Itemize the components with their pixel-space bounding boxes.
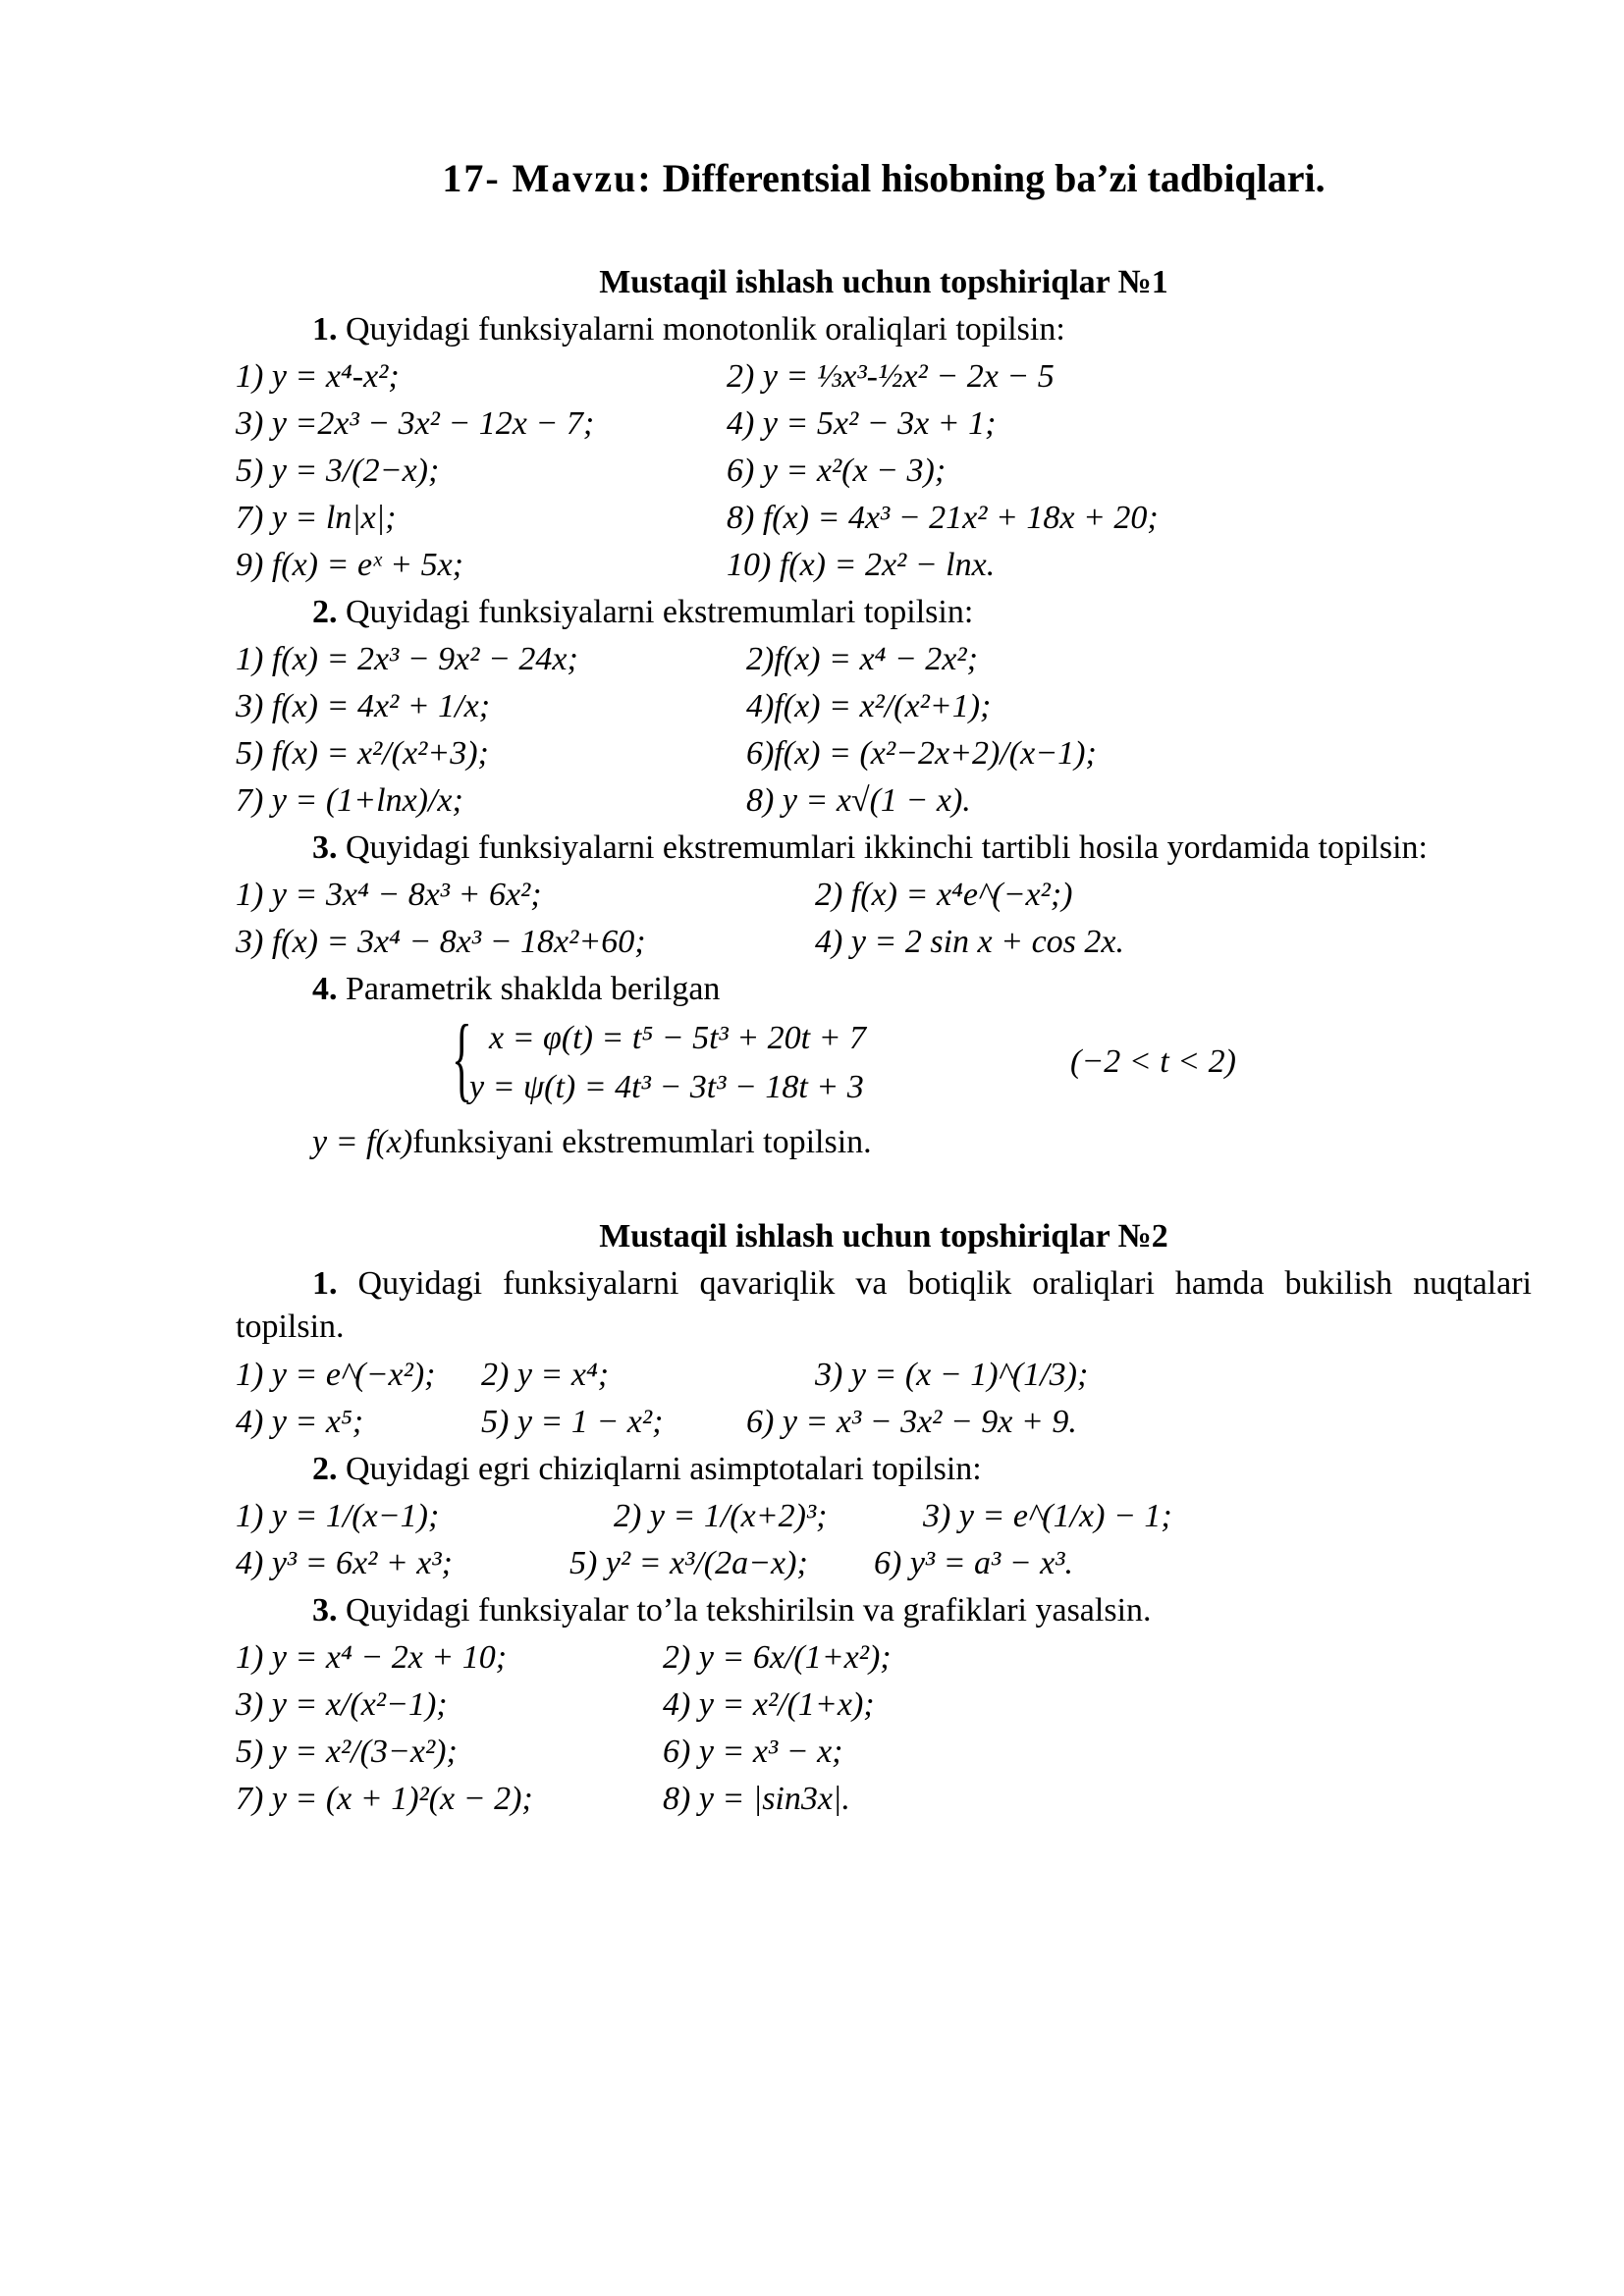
exercise-item: 8) y = x√(1 − x). (746, 782, 971, 819)
exercise-item: 3) y =2x³ − 3x² − 12x − 7; (236, 405, 595, 442)
exercise-item: 6) y = x²(x − 3); (727, 453, 947, 489)
exercise-item: 2) y = 6x/(1+x²); (663, 1638, 892, 1676)
task-text: funksiyani ekstremumlari topilsin. (412, 1124, 872, 1161)
page-title (236, 147, 1532, 261)
brace-icon: { (452, 1005, 472, 1111)
exercise-item: 6)f(x) = (x²−2x+2)/(x−1); (746, 735, 1097, 772)
task-1-3 (236, 827, 1532, 870)
exercise-item: 1) y = x⁴ − 2x + 10; (236, 1638, 508, 1676)
exercise-item: 3) y = x/(x²−1); (236, 1685, 448, 1723)
exercise-item: 4) y = x²/(1+x); (663, 1685, 875, 1723)
exercise-item: 4) y = 5x² − 3x + 1; (727, 405, 997, 442)
exercise-item: 5) y = 1 − x²; (481, 1403, 664, 1440)
exercise-item: 2) y = 1/(x+2)³; (614, 1497, 828, 1534)
exercise-item: 2)f(x) = x⁴ − 2x²; (746, 641, 978, 677)
exercise-item: 6) y = x³ − x; (663, 1733, 843, 1770)
parametric-system (236, 1005, 1532, 1121)
task-text: Quyidagi funksiyalarni ekstremumlari topilsin: (337, 594, 974, 630)
exercise-item: 9) f(x) = eˣ + 5x; (236, 547, 463, 583)
task-number: 2. (312, 594, 338, 630)
exercise-item: 2) f(x) = x⁴e^(−x²;) (815, 877, 1073, 914)
exercise-item: 3) f(x) = 3x⁴ − 8x³ − 18x²+60; (236, 924, 646, 961)
exercise-item: 3) y = e^(1/x) − 1; (923, 1497, 1172, 1534)
exercise-item: 10) f(x) = 2x² − lnx. (727, 547, 996, 583)
task-2-1 (236, 1262, 1532, 1349)
spacer (236, 1168, 1532, 1215)
section-heading-1: Mustaqil ishlash uchun topshiriqlar №1 (599, 264, 1168, 300)
task-1-4 (236, 968, 1532, 1015)
exercise-item: 7) y = (x + 1)²(x − 2); (236, 1780, 533, 1817)
exercise-item: 8) y = |sin3x|. (663, 1780, 850, 1817)
exercise-item: 2) y = x⁴; (481, 1356, 610, 1393)
task-1-4-tail (236, 1121, 1532, 1168)
exercise-item: 1) y = x⁴-x²; (236, 358, 400, 395)
task-number: 4. (312, 971, 338, 1008)
exercise-item: 1) y = 3x⁴ − 8x³ + 6x²; (236, 877, 542, 914)
exercise-item: 5) y = x²/(3−x²); (236, 1733, 458, 1770)
task-text: Quyidagi funksiyalarni qavariqlik va botiqlik oraliqlari hamda bukilish nuqtalari topilsin. (236, 1265, 1532, 1346)
task-text: Quyidagi funksiyalarni ekstremumlari ikkinchi tartibli hosila yordamida topilsin: (337, 829, 1428, 866)
exercise-item: 1) y = 1/(x−1); (236, 1497, 440, 1534)
task-number: 3. (312, 829, 338, 866)
document-page (236, 147, 1532, 1825)
exercise-item: 4) y³ = 6x² + x³; (236, 1544, 453, 1581)
task-number: 2. (312, 1450, 338, 1487)
equation-x: x = φ(t) = t⁵ − 5t³ + 20t + 7 (489, 1020, 867, 1057)
exercise-item: 5) y = 3/(2−x); (236, 453, 440, 489)
task-number: 1. (312, 311, 338, 347)
exercise-item: 3) f(x) = 4x² + 1/x; (236, 688, 491, 724)
exercise-item: 5) f(x) = x²/(x²+3); (236, 735, 489, 772)
section-heading-2: Mustaqil ishlash uchun topshiriqlar №2 (599, 1218, 1168, 1255)
exercise-item: 7) y = ln|x|; (236, 500, 397, 536)
task-number: 1. (312, 1265, 338, 1303)
function-notation: y = f(x) (312, 1124, 413, 1161)
exercise-item: 1) y = e^(−x²); (236, 1356, 436, 1393)
exercise-item: 1) f(x) = 2x³ − 9x² − 24x; (236, 641, 578, 677)
task-2-2 (236, 1448, 1532, 1495)
exercise-item: 7) y = (1+lnx)/x; (236, 782, 463, 819)
exercise-item: 8) f(x) = 4x³ − 21x² + 18x + 20; (727, 500, 1159, 536)
exercise-item: 2) y = ⅓x³-½x² − 2x − 5 (727, 358, 1055, 395)
parameter-range: (−2 < t < 2) (1070, 1043, 1236, 1081)
exercise-item: 3) y = (x − 1)^(1/3); (815, 1356, 1089, 1393)
exercise-item: 5) y² = x³/(2a−x); (569, 1544, 808, 1581)
exercise-item: 6) y³ = a³ − x³. (874, 1544, 1073, 1581)
task-text: Quyidagi funksiyalar to’la tekshirilsin va grafiklari yasalsin. (337, 1591, 1152, 1629)
task-text: Parametrik shaklda berilgan (337, 971, 721, 1008)
topic-title: Differentsial hisobning ba’zi tadbiqlari. (662, 156, 1326, 200)
task-1-2 (236, 591, 1532, 638)
task-text: Quyidagi funksiyalarni monotonlik oraliqlari topilsin: (337, 311, 1065, 347)
exercise-item: 4)f(x) = x²/(x²+1); (746, 688, 992, 724)
exercise-item: 4) y = x⁵; (236, 1403, 364, 1440)
task-number: 3. (312, 1591, 338, 1629)
task-2-3 (236, 1589, 1532, 1636)
task-1-1 (236, 308, 1532, 355)
task-text: Quyidagi egri chiziqlarni asimptotalari topilsin: (337, 1450, 982, 1487)
topic-number: 17- Mavzu: (442, 156, 653, 200)
exercise-item: 4) y = 2 sin x + cos 2x. (815, 924, 1124, 961)
equation-y: y = ψ(t) = 4t³ − 3t³ − 18t + 3 (469, 1069, 864, 1106)
exercise-item: 6) y = x³ − 3x² − 9x + 9. (746, 1403, 1077, 1440)
